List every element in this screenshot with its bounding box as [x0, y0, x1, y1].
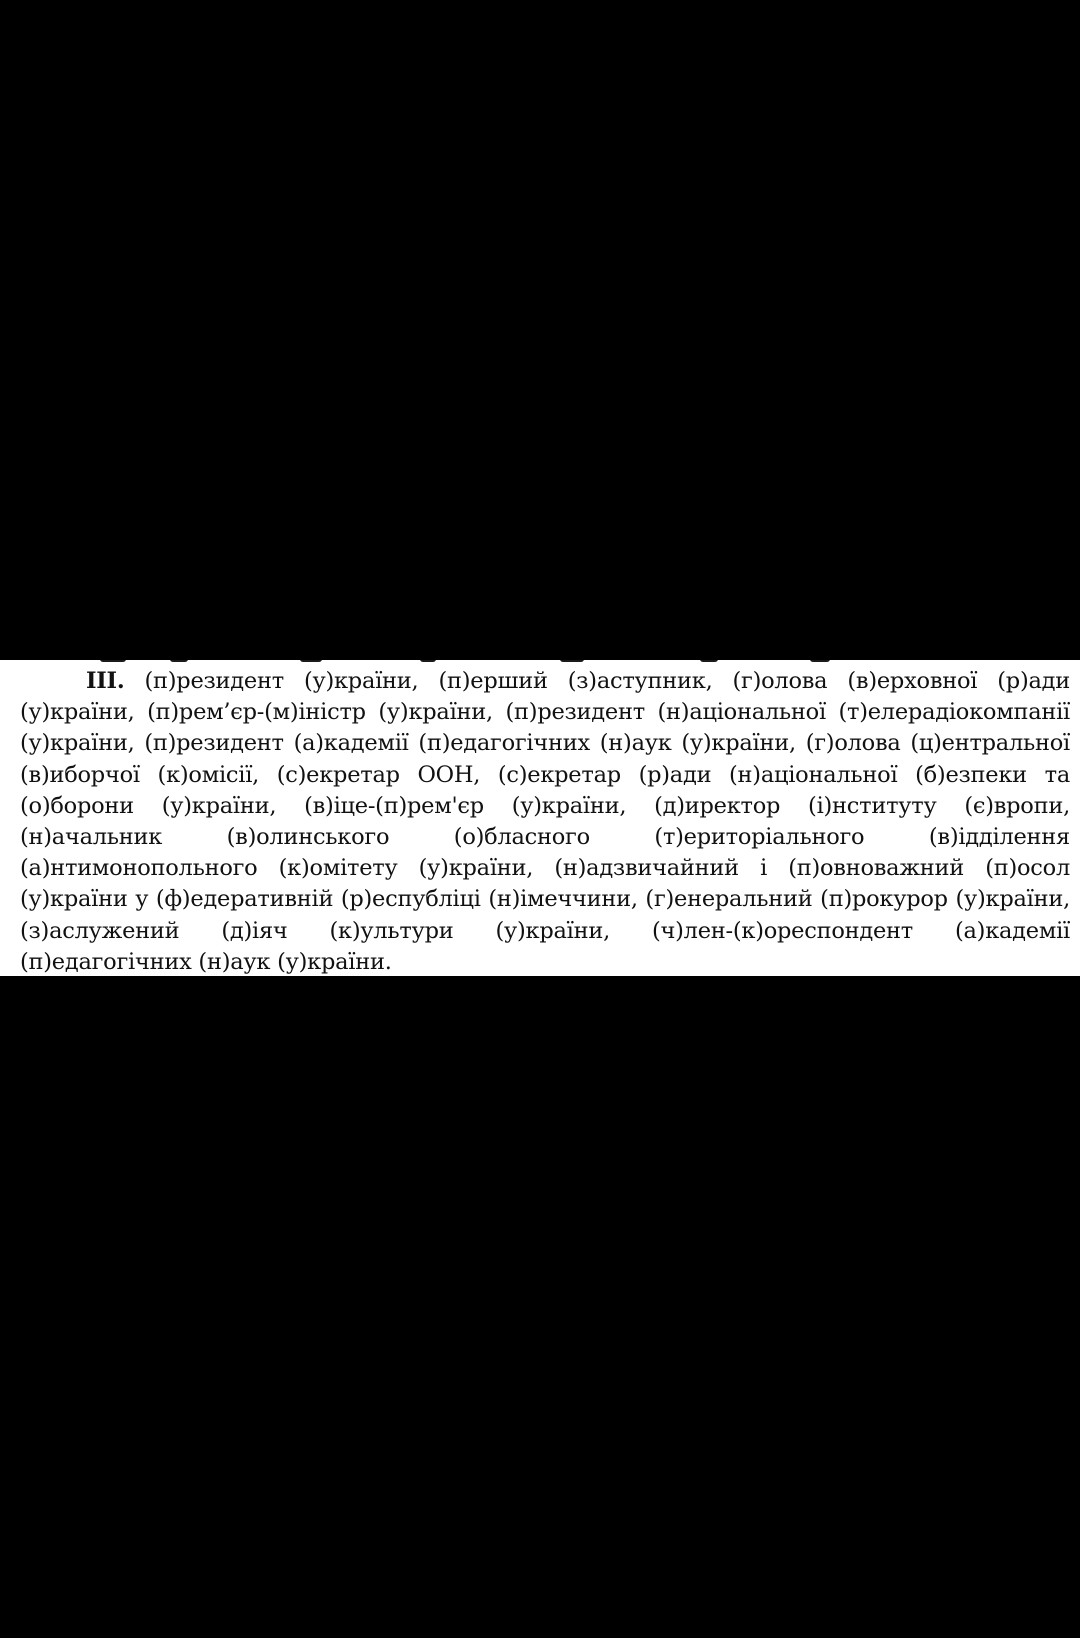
exercise-label: III. — [86, 668, 125, 694]
exercise-text: (п)резидент (у)країни, (п)ерший (з)аступник, (г)олова (в)ерховної (р)ади (у)країни, (п)рем’єр-(м)іністр (у)країни, (п)резидент (н)аціональної (т)елерадіокомпанії (у)країни, (п)резидент (а)кадемії (п)едагогічних (н)аук (у)країни, (г)олова (ц)ентральної (в)иборчої (к)омісії, (с)екретар ООН, (с)екретар (р)ади (н)аціональної (б)езпеки та (о)борони (у)країни, (в)іце-(п)рем'єр (у)країни, (д)иректор (і)нституту (є)вропи, (н)ачальник (в)олинського (о)бласного (т)ериторіального (в)ідділення (а)нтимонопольного (к)омітету (у)країни, (н)адзвичайний і (п)овноважний (п)осол (у)країни у (ф)едеративній (р)еспубліці (н)імеччини, (г)енеральний (п)рокурор (у)країни, (з)аслужений (д)іяч (к)ультури (у)країни, (ч)лен-(к)ореспондент (а)кадемії (п)едагогічних (н)аук (у)країни. — [20, 668, 1070, 975]
text-strip — [0, 660, 1080, 976]
exercise-paragraph — [20, 666, 1070, 976]
